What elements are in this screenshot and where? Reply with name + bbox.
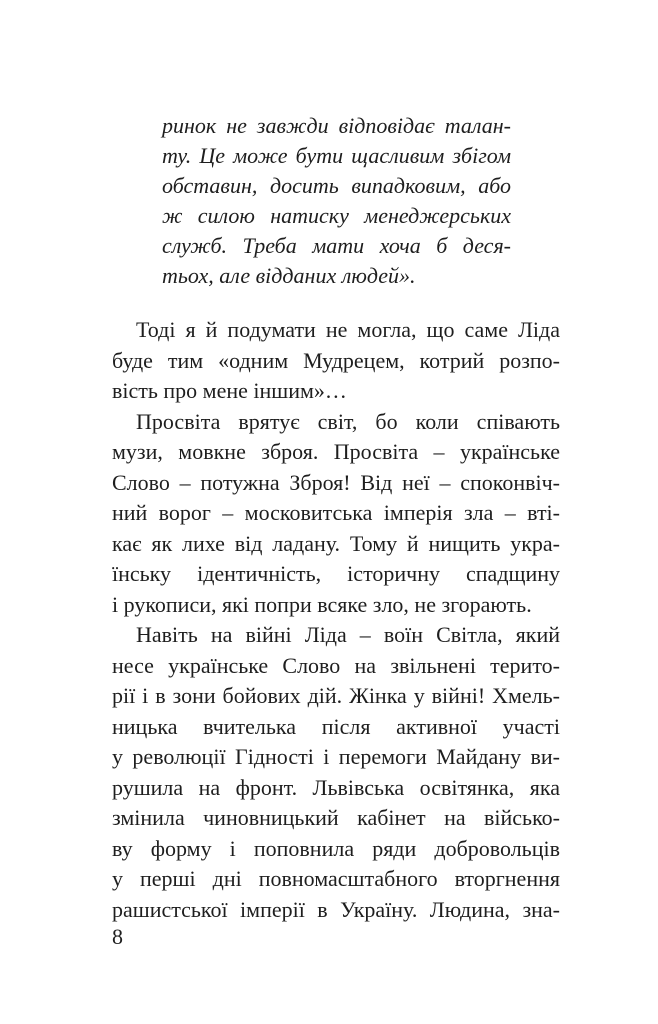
text-line: ву форму і поповнила ряди добровольців (112, 835, 560, 861)
quote-line: тьох, але відданих людей». (162, 263, 416, 288)
quote-line: ж силою натиску менеджерських (162, 203, 511, 228)
text-line: змінила чиновницький кабінет на військо- (112, 805, 560, 830)
text-line: і рукописи, які попри всяке зло, не згорають. (112, 591, 532, 617)
text-line: рії і в зони бойових дій. Жінка у війні! Хмель- (112, 683, 560, 708)
text-line: несе українське Слово на звільнені терито- (112, 652, 560, 678)
text-line: кає як лихе від ладану. Тому й нищить укра- (112, 530, 560, 556)
text-line: ний ворог – московитська імперія зла – вті- (112, 500, 560, 525)
quote-line: служб. Треба мати хоча б деся- (162, 233, 511, 258)
text-line: буде тим «одним Мудрецем, котрий розпо- (112, 347, 560, 373)
text-line: рушила на фронт. Львівська освітянка, яка (112, 774, 560, 800)
quote-line: обставин, досить випадковим, або (162, 173, 511, 198)
page-number: 8 (112, 924, 123, 949)
quote-line: ринок не завжди відповідає талан- (162, 113, 511, 138)
text-line: у революції Гідності і перемоги Майдану ви- (112, 744, 560, 769)
text-line: вість про мене іншим»… (112, 378, 347, 403)
block-quote (162, 111, 511, 291)
body-text (112, 315, 560, 925)
paragraph (112, 407, 560, 621)
text-line: Тоді я й подумати не могла, що саме Ліда (136, 317, 560, 342)
text-line: Просвіта врятує світ, бо коли співають (136, 408, 560, 434)
text-line: їнську ідентичність, історичну спадщину (112, 561, 560, 586)
text-line: Слово – потужна Зброя! Від неї – споконвіч- (112, 469, 560, 495)
paragraph (112, 620, 560, 925)
quote-line: ту. Це може бути щасливим збігом (162, 143, 511, 168)
text-line: музи, мовкне зброя. Просвіта – українське (112, 439, 560, 464)
text-line: Навіть на війні Ліда – воїн Світла, який (136, 622, 560, 647)
text-line: ницька вчителька після активної участі (112, 713, 560, 739)
paragraph (112, 315, 560, 407)
text-line: рашистської імперії в Україну. Людина, зна- (112, 896, 560, 922)
text-line: у перші дні повномасштабного вторгнення (112, 866, 560, 891)
